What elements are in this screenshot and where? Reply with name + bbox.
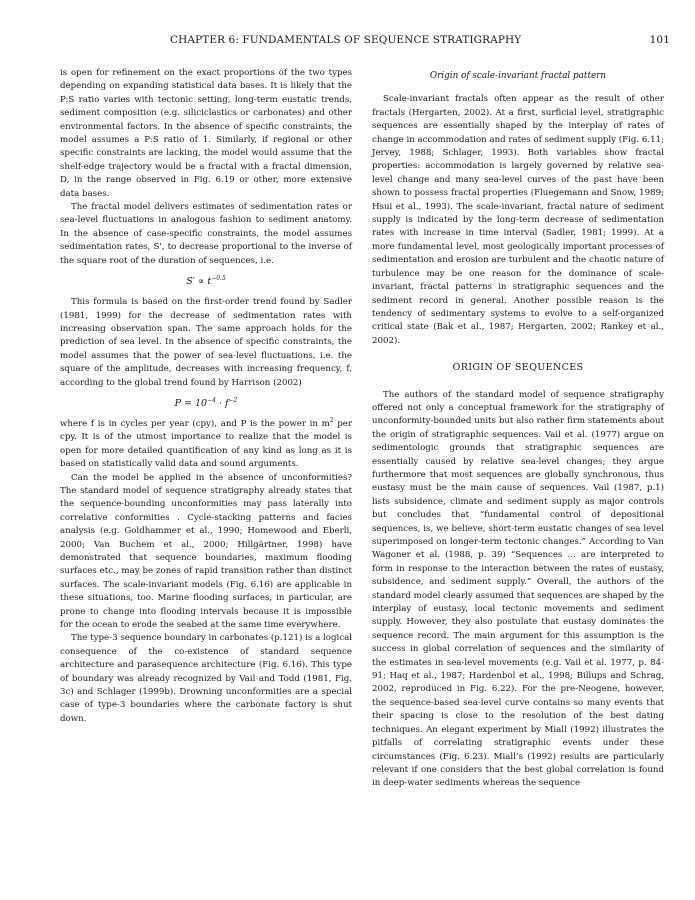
formula-text: P = 10 [174,397,208,409]
paragraph: Scale-invariant fractals often appear as the result of other fractals (Hergarten, 2002). At a first, surficial level, stratigraphic sequences are essentially shaped by the interplay of rates of change in accommodation and rates of sediment supply (Fig. 6.11; Jervey, 1988; Schlager, 1993). Both variables show fractal properties: accommodation is largely governed by relative sea-level change and many sea-level curves of the past have been shown to possess fractal properties (Fluegemann and Snow, 1989; Hsui et al., 1993). The scale-invariant, fractal nature of sediment supply is indicated by the long-term decrease of sedimentation rates with increase in time interval (Sadler, 1981; 1999). At a more fundamental level, most geologically important processes of sedimentation and erosion are turbulent and the chaotic nature of turbulence may be one reason for the dominance of scale-invariant, fractal patterns in stratigraphic sequences and the sediment record in general. Another possible reason is the tendency of sedimentary systems to evolve to a self-organized critical state (Bak et al., 1987; Hergarten, 2002; Rankey et al., 2002). [372,94,664,346]
paragraph: The type-3 sequence boundary in carbonates (p.121) is a logical consequence of the co-existence of standard sequence architecture and parasequence architecture (Fig. 6.16). This type of boundary was already recognized by Vail and Todd (1981, Fig. 3c) and Schlager (1999b). Drowning unconformities are a special case of type-3 boundaries where the carbonate factory is shut down. [60,633,352,724]
paragraph: is open for refinement on the exact proportions of the two types depending on expanding statistical data bases. It is likely that the P:S ratio varies with tectonic setting, long-term eustatic trends, sediment composition (e.g. siliciclastics or carbonates) and other environmental factors. In the absence of specific constraints, the model assumes a P:S ratio of 1. Similarly, if regional or other specific constraints are lacking, the model would assume that the shelf-edge trajectory would be a fractal with a fractal dimension, D, in the range observed in Fig. 6.19 or other, more extensive data bases. [60,68,352,199]
paragraph: Can the model be applied in the absence of unconformities? The standard model of sequence stratigraphy already states that the sequence-bounding unconformities may pass laterally into correlative conformities . Cycle-stacking patterns and facies analysis (e.g. Goldhammer et al., 1990; Homewood and Eberli, 2000; Van Buchem et al., 2000; Hillgärtner, 1998) have demonstrated that sequence boundaries, maximum flooding surfaces etc., may be zones of rapid transition rather than distinct surfaces. The scale-invariant models (Fig. 6.16) are applicable in these situations, too. Marine flooding surfaces, in particular, are prone to change into flooding intervals because it is impossible for the ocean to erode the seabed at the same time everywhere. [60,472,352,631]
formula-sedimentation-rate [60,274,352,290]
left-column [60,67,352,726]
superscript: 2 [329,416,334,424]
paragraph-text: where f is in cycles per year (cpy), and P is the power in m [60,418,330,429]
paragraph: The authors of the standard model of sequence stratigraphy offered not only a conceptual framework for the stratigraphy of unconformity-bounded units but also rather firm statements about the origin of stratigraphic sequences. Vail et al. (1977) argue on sedimentologic grounds that stratigraphic sequences are essentially caused by relative sea-level changes; they argue furthermore that most sequences are globally synchronous, thus eustasy must be the main cause of sequences. Vail (1987, p.1) lists subsidence, climate and sediment supply as major controls but concludes that “fundamental control of depositional sequences, is, we believe, short-term eustatic changes of sea level superimposed on longer-term tectonic changes.” According to Van Wagoner et al. (1988, p. 39) “Sequences … are interpreted to form in response to the interaction between the rates of eustasy, subsidence, and sediment supply.” Overall, the authors of the standard model clearly assumed that sequences are shaped by the interplay of eustasy, local tectonic movements and sediment supply. However, they also postulate that eustasy dominates the sequence record. The main argument for this assumption is the success in global correlation of sequences and the similarity of the estimates in sea-level movements (e.g. Vail et al. 1977, p. 84-91; Haq et al., 1987; Hardenbol et al., 1998; Billups and Schrag, 2002, reproduced in Fig. 6.22). For the pre-Neogene, however, the sequence-based sea-level curve contains so many events that their spacing is close to the resolution of the best dating techniques. An elegant experiment by Miall (1992) illustrates the pitfalls of correlating stratigraphic events under these circumstances (Fig. 6.23). Miall’s (1992) results are particularly relevant if one considers that the best global correlation is found in deep-water sediments whereas the sequence [372,389,664,789]
paragraph [60,418,352,472]
paragraph: The fractal model delivers estimates of sedimentation rates or sea-level fluctuations in analogous fashion to sediment anatomy. In the absence of case-specific constraints, the model assumes sedimentation rates, S', to decrease proportional to the inverse of the square root of the duration of sequences, i.e. [60,202,352,266]
paragraph: This formula is based on the first-order trend found by Sadler (1981, 1999) for the decrease of sedimentation rates with increasing observation span. The same approach holds for the prediction of sea level. In the absence of specific constraints, the model assumes that the power of sea-level fluctuations, i.e. the square of the amplitude, decreases with increasing frequency, f, according to the global trend found by Harrison (2002) [60,297,352,388]
section-heading: ORIGIN OF SEQUENCES [452,362,584,374]
subsection-heading: Origin of scale-invariant fractal pattern [429,71,607,81]
formula-text: · f [215,397,229,409]
formula-exponent: −4 [207,396,216,404]
page-number: 101 [649,34,670,46]
chapter-title: CHAPTER 6: FUNDAMENTALS OF SEQUENCE STRATIGRAPHY [170,34,522,46]
formula-exponent: −0.5 [211,275,226,283]
formula-text: S′ ∝ t [186,276,212,288]
paragraph-text: per cpy. It is of the utmost importance to realize that the model is open for more detailed quantification of any kind as long as it is based on statistically valid data and sound arguments. [60,418,352,470]
formula-exponent: −2 [228,396,238,404]
formula-sea-level-power [60,396,352,412]
right-column [372,70,664,791]
page-header [60,34,670,50]
